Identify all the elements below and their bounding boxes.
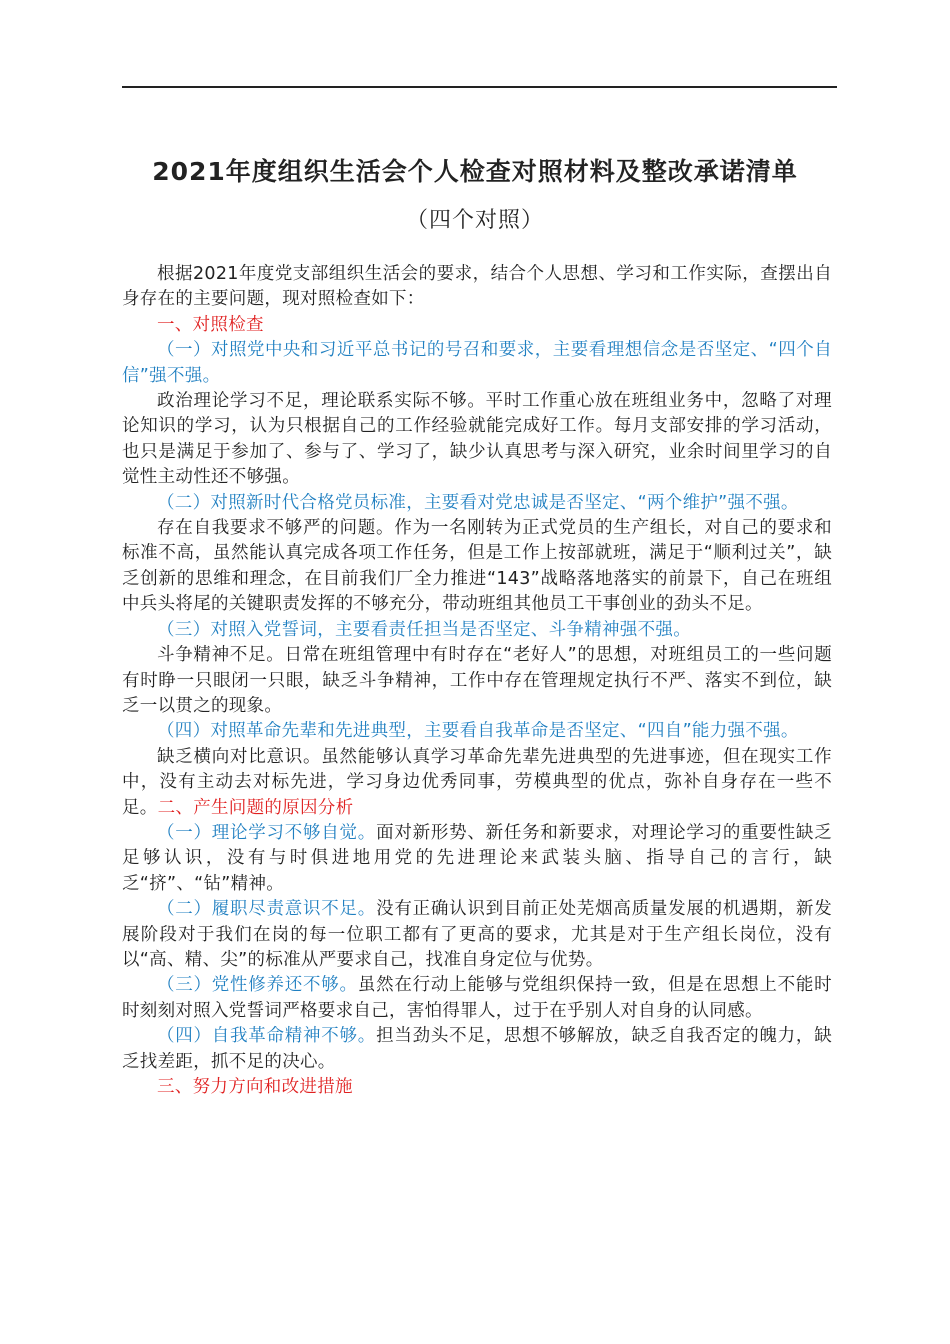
paragraph [122,1024,832,1075]
paragraph [122,745,832,821]
inline-subheading: （一）理论学习不够自觉。 [157,822,377,843]
paragraph [122,821,832,897]
paragraph-text: 缺乏横向对比意识。虽然能够认真学习革命先辈先进典型的先进事迹，但在现实工作中，没有主动去对标先进，学习身边优秀同事，劳模典型的优点，弥补自身存在一些不足。 [122,746,832,818]
section-heading-1: 一、对照检查 [157,314,264,335]
subheading: （二）对照新时代合格党员标准，主要看对党忠诚是否坚定、“两个维护”强不强。 [157,492,799,513]
document-title: 2021年度组织生活会个人检查对照材料及整改承诺清单 [152,157,798,186]
paragraph [122,973,832,1024]
paragraph-text: 没有正确认识到目前正处芜烟高质量发展的机遇期，新发展阶段对于我们在岗的每一位职工都有了更高的要求，尤其是对于生产组长岗位，没有以“高、精、尖”的标准从严要求自己，找准自身定位与优势。 [122,899,832,970]
section-heading-2: 二、产生问题的原因分析 [157,797,354,818]
intro-paragraph: 根据2021年度党支部组织生活会的要求，结合个人思想、学习和工作实际，查摆出自身存在的主要问题，现对照检查如下： [122,264,832,310]
paragraph: 存在自我要求不够严的问题。作为一名刚转为正式党员的生产组长，对自己的要求和标准不高，虽然能认真完成各项工作任务，但是工作上按部就班，满足于“顺利过关”，缺乏创新的思维和理念，在目前我们厂全力推进“143”战略落地落实的前景下，自己在班组中兵头将尾的关键职责发挥的不够充分，带动班组其他员工干事创业的劲头不足。 [122,518,832,615]
paragraph-text: 虽然在行动上能够与党组织保持一致，但是在思想上不能时时刻刻对照入党誓词严格要求自己，害怕得罪人，过于在乎别人对自身的认同感。 [122,975,832,1021]
paragraph [122,897,832,973]
paragraph: 政治理论学习不足，理论联系实际不够。平时工作重心放在班组业务中，忽略了对理论知识的学习，认为只根据自己的工作经验就能完成好工作。每月支部安排的学习活动，也只是满足于参加了、参与了、学习了，缺少认真思考与深入研究，业余时间里学习的自觉性主动性还不够强。 [122,391,832,488]
subheading: （三）对照入党誓词，主要看责任担当是否坚定、斗争精神强不强。 [157,619,691,640]
subheading: （四）对照革命先辈和先进典型，主要看自我革命是否坚定、“四自”能力强不强。 [157,721,799,742]
paragraph-text: 面对新形势、新任务和新要求，对理论学习的重要性缺乏足够认识，没有与时俱进地用党的先进理论来武装头脑、指导自己的言行，缺乏“挤”、“钻”精神。 [122,822,832,894]
document-body [122,262,832,1100]
paragraph-text: 担当劲头不足，思想不够解放，缺乏自我否定的魄力，缺乏找差距，抓不足的决心。 [122,1026,832,1072]
document-subtitle: （四个对照） [405,208,544,233]
header-rule [122,86,837,88]
paragraph: 斗争精神不足。日常在班组管理中有时存在“老好人”的思想，对班组员工的一些问题有时睁一只眼闭一只眼，缺乏斗争精神，工作中存在管理规定执行不严、落实不到位，缺乏一以贯之的现象。 [122,645,832,716]
subheading: （一）对照党中央和习近平总书记的号召和要求，主要看理想信念是否坚定、“四个自信”强不强。 [122,340,832,386]
section-heading-3: 三、努力方向和改进措施 [157,1077,353,1097]
inline-subheading: （二）履职尽责意识不足。 [157,899,377,920]
inline-subheading: （四）自我革命精神不够。 [157,1026,377,1047]
inline-subheading: （三）党性修养还不够。 [157,975,358,996]
